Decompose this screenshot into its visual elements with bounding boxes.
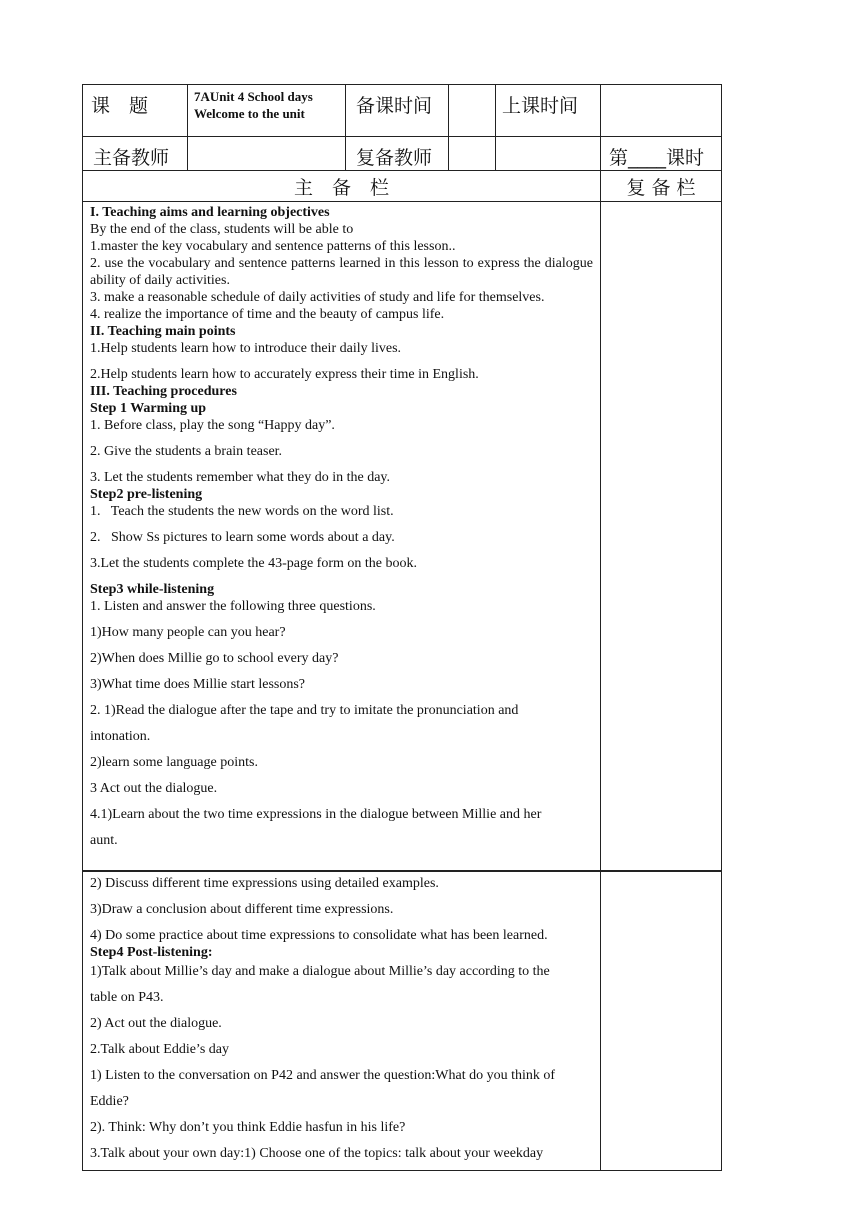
review-teacher-value-b[interactable]	[496, 137, 601, 171]
lesson-plan-table	[82, 84, 722, 871]
review-content-cell-2[interactable]	[601, 872, 722, 1171]
step3-heading: Step3 while-listening	[90, 582, 215, 597]
class-time-value[interactable]	[601, 85, 722, 137]
aim-1: 1.master the key vocabulary and sentence patterns of this lesson..	[90, 239, 456, 254]
point-1: 1.Help students learn how to introduce their daily lives.	[90, 341, 402, 356]
step4-item-2: 2) Act out the dialogue.	[90, 1016, 222, 1031]
step1-heading: Step 1 Warming up	[90, 401, 207, 416]
content-row-2	[83, 872, 722, 1171]
topic-label: 课 题	[83, 85, 188, 137]
header-row-2	[83, 137, 722, 171]
step4-eddie-heading: 2.Talk about Eddie’s day	[90, 1042, 229, 1057]
topic-title	[188, 85, 346, 137]
step3-question-1: 1)How many people can you hear?	[90, 625, 286, 640]
prep-time-value[interactable]	[449, 85, 496, 137]
review-teacher-label: 复备教师	[346, 137, 449, 171]
step4-eddie-2: 2). Think: Why don’t you think Eddie hasfun in his life?	[90, 1120, 406, 1135]
step4-eddie-1b: Eddie?	[90, 1094, 129, 1109]
step1-item-3: 3. Let the students remember what they do in the day.	[90, 470, 391, 485]
topic-title-line1: 7AUnit 4 School days	[194, 89, 313, 104]
aims-intro: By the end of the class, students will be able to	[90, 222, 354, 237]
step4-eddie-1a: 1) Listen to the conversation on P42 and answer the question:What do you think of	[90, 1068, 556, 1083]
step3-item-4e: 4) Do some practice about time expressions to consolidate what has been learned.	[90, 928, 548, 943]
step4-item-1a: 1)Talk about Millie’s day and make a dialogue about Millie’s day according to the	[90, 964, 550, 979]
procedures-heading: III. Teaching procedures	[90, 384, 237, 399]
point-2: 2.Help students learn how to accurately express their time in English.	[90, 367, 479, 382]
review-teacher-value-a[interactable]	[449, 137, 496, 171]
step4-heading: Step4 Post-listening:	[90, 945, 213, 960]
step1-item-2: 2. Give the students a brain teaser.	[90, 444, 283, 459]
main-content-cell-2	[83, 872, 601, 1171]
aim-4: 4. realize the importance of time and the beauty of campus life.	[90, 307, 445, 322]
main-content-cell	[83, 202, 601, 871]
main-teacher-label: 主备教师	[83, 137, 188, 171]
class-time-label: 上课时间	[496, 85, 601, 137]
step2-item-1: 1. Teach the students the new words on the word list.	[90, 504, 394, 519]
review-column-title: 复 备 栏	[601, 171, 722, 202]
lesson-plan-table-continued	[82, 871, 722, 1171]
header-row-1	[83, 85, 722, 137]
step3-question-2: 2)When does Millie go to school every day?	[90, 651, 339, 666]
review-content-cell[interactable]	[601, 202, 722, 871]
step3-item-1: 1. Listen and answer the following three questions.	[90, 599, 376, 614]
step3-item-3: 3 Act out the dialogue.	[90, 781, 218, 796]
step3-item-2c: 2)learn some language points.	[90, 755, 258, 770]
prep-time-label: 备课时间	[346, 85, 449, 137]
step3-item-2b: intonation.	[90, 729, 151, 744]
step3-item-4d: 3)Draw a conclusion about different time expressions.	[90, 902, 394, 917]
step3-item-4c: 2) Discuss different time expressions using detailed examples.	[90, 876, 439, 891]
lesson-number-label: 第____课时	[601, 137, 722, 171]
content-row-1	[83, 202, 722, 871]
step3-item-4b: aunt.	[90, 833, 118, 848]
aim-3: 3. make a reasonable schedule of daily activities of study and life for themselves.	[90, 290, 545, 305]
step3-item-4a: 4.1)Learn about the two time expressions in the dialogue between Millie and her	[90, 807, 542, 822]
points-heading: II. Teaching main points	[90, 324, 236, 339]
aim-2: 2. use the vocabulary and sentence patterns learned in this lesson to express the dialogue ability of daily activities.	[90, 256, 593, 288]
step4-item-1b: table on P43.	[90, 990, 164, 1005]
step4-own-day: 3.Talk about your own day:1) Choose one of the topics: talk about your weekday	[90, 1146, 544, 1161]
topic-title-line2: Welcome to the unit	[194, 106, 305, 121]
main-teacher-value[interactable]	[188, 137, 346, 171]
step1-item-1: 1. Before class, play the song “Happy day”.	[90, 418, 335, 433]
step2-heading: Step2 pre-listening	[90, 487, 203, 502]
step2-item-3: 3.Let the students complete the 43-page form on the book.	[90, 556, 417, 571]
step2-item-2: 2. Show Ss pictures to learn some words about a day.	[90, 530, 395, 545]
column-title-row	[83, 171, 722, 202]
step3-question-3: 3)What time does Millie start lessons?	[90, 677, 306, 692]
main-column-title: 主 备 栏	[83, 171, 601, 202]
step3-item-2a: 2. 1)Read the dialogue after the tape and try to imitate the pronunciation and	[90, 703, 519, 718]
aims-heading: I. Teaching aims and learning objectives	[90, 205, 330, 220]
